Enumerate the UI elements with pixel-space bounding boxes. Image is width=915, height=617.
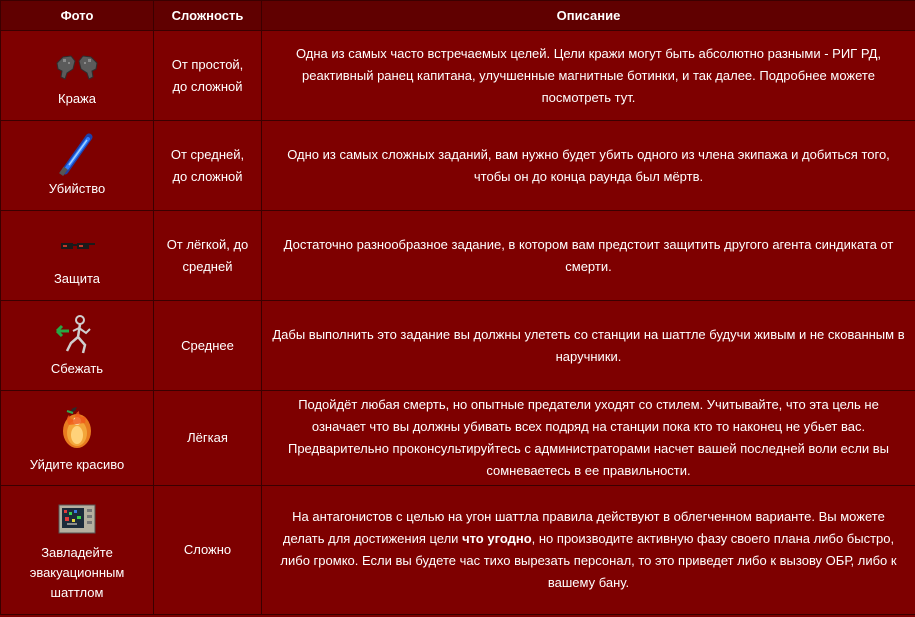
photo-column-header: Фото — [1, 1, 154, 31]
table-row-glorious-death — [1, 391, 915, 486]
running-figure-icon — [53, 313, 101, 357]
objective-name-protect: Защита — [53, 270, 101, 286]
objective-name-escape: Сбежать — [50, 360, 104, 376]
description-cell-murder: Одно из самых сложных заданий, вам нужно будет убить одного из члена экипажа и добиться того, чтобы он до конца раунда был мёртв. — [262, 121, 915, 211]
description-theft-end: . — [631, 89, 636, 105]
objective-name-murder: Убийство — [48, 180, 106, 196]
difficulty-column-header: Сложность — [154, 1, 262, 31]
photo-cell-protect — [1, 211, 154, 301]
objective-name-theft: Кража — [58, 90, 96, 106]
difficulty-cell-escape: Среднее — [154, 301, 262, 391]
shuttle-console-icon — [53, 497, 101, 541]
difficulty-theft-line2: до сложной — [172, 78, 243, 94]
table-row-hijack-shuttle — [1, 486, 915, 615]
difficulty-cell-murder — [154, 121, 262, 211]
theft-more-link[interactable]: тут — [614, 89, 632, 105]
objective-name-glorious-death: Уйдите красиво — [29, 457, 125, 472]
photo-cell-escape — [1, 301, 154, 391]
burning-figure-icon — [53, 401, 101, 453]
difficulty-theft-line1: От простой, — [171, 56, 244, 72]
difficulty-protect-line1: От лёгкой, до — [166, 236, 249, 252]
objective-name-hijack-line2: эвакуационным — [29, 565, 125, 580]
photo-cell-hijack-shuttle — [1, 486, 154, 615]
energy-sword-icon — [53, 133, 101, 177]
difficulty-cell-glorious-death: Лёгкая — [154, 391, 262, 486]
table-row-theft — [1, 31, 915, 121]
objective-name-hijack-line1: Завладейте — [41, 545, 113, 560]
description-theft-text: Одна из самых часто встречаемых целей. Цели кражи могут быть абсолютно разными - РИГ РД, реактивный ранец капитана, улучшенные магнитные ботинки, и так далее. Подробнее можете посмотреть — [295, 45, 882, 105]
difficulty-cell-protect — [154, 211, 262, 301]
description-hijack-text: На антагонистов с целью на угон шаттла правила действуют в облегченном варианте. Вы можете делать для достижения цели — [282, 509, 885, 546]
table-row-escape — [1, 301, 915, 391]
header-row — [1, 1, 915, 31]
difficulty-protect-line2: средней — [182, 258, 233, 274]
difficulty-cell-hijack-shuttle: Сложно — [154, 486, 262, 615]
description-hijack-end: , но производите активную фазу своего плана либо быстро, либо громко. Если вы будете час тихо вырезать персонал, то это приведет либо к вызову ОБР, либо к вашему бану. — [280, 531, 897, 590]
description-cell-protect: Достаточно разнообразное задание, в котором вам предстоит защитить другого агента синдиката от смерти. — [262, 211, 915, 301]
difficulty-murder-line1: От средней, — [170, 146, 245, 162]
photo-cell-theft — [1, 31, 154, 121]
description-column-header: Описание — [262, 1, 915, 31]
photo-cell-murder — [1, 121, 154, 211]
objective-name-hijack-line3: шаттлом — [50, 585, 104, 600]
difficulty-murder-line2: до сложной — [172, 168, 243, 184]
sunglasses-icon — [53, 223, 101, 267]
description-cell-escape: Дабы выполнить это задание вы должны улететь со станции на шаттле будучи живым и не скованным в наручники. — [262, 301, 915, 391]
description-hijack-bold: что угодно — [462, 531, 532, 546]
photo-cell-glorious-death — [1, 391, 154, 486]
difficulty-cell-theft — [154, 31, 262, 121]
table-row-protect — [1, 211, 915, 301]
gloves-icon — [53, 43, 101, 87]
description-cell-glorious-death: Подойдёт любая смерть, но опытные предатели уходят со стилем. Учитывайте, что эта цель не означает что вы должны убивать всех подряд на станции пока кто то наконец не убьет вас. Предварительно проконсультируйтесь с администраторами насчет вашей последней воли если вы сомневаетесь в ее правильности. — [262, 391, 915, 486]
table-row-murder — [1, 121, 915, 211]
description-cell-hijack-shuttle — [262, 486, 915, 615]
description-cell-theft — [262, 31, 915, 121]
